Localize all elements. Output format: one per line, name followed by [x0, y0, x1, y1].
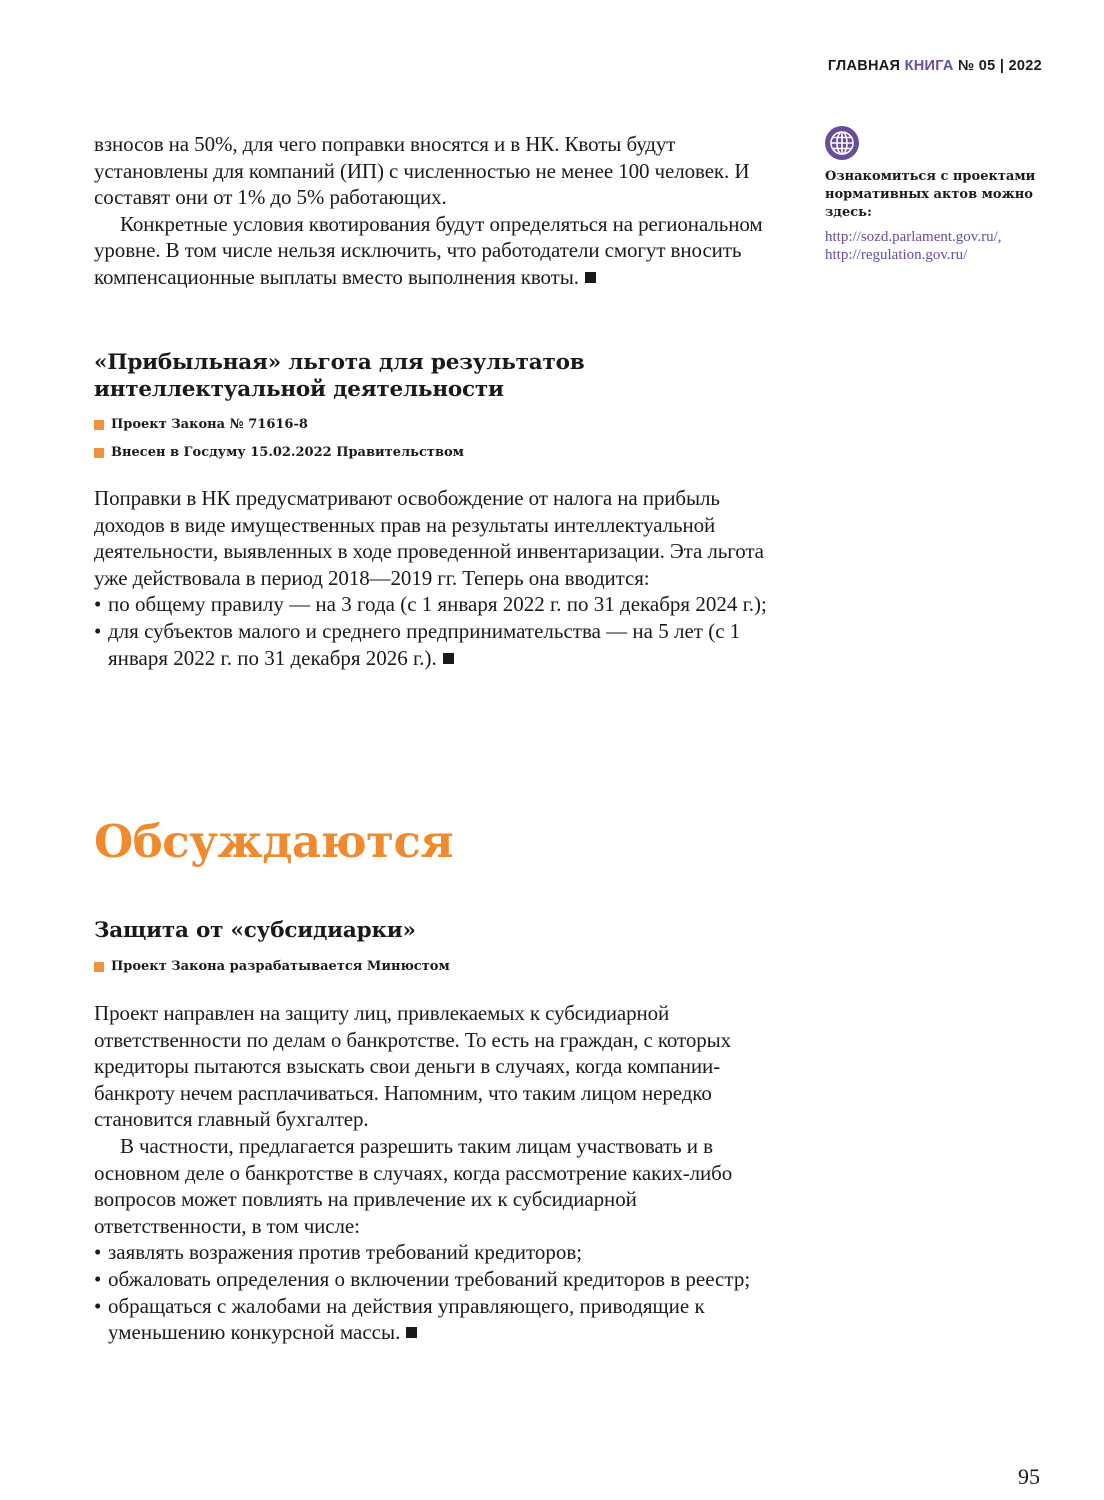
article-2-meta-1-text: Проект Закона разрабатывается Минюстом: [111, 959, 450, 974]
link-sozd[interactable]: http://sozd.parlament.gov.ru/,: [825, 229, 1002, 245]
article-1-bullet-list: [94, 591, 784, 671]
article-2-body: [94, 1000, 784, 1346]
list-item: [94, 1293, 784, 1346]
article-2-paragraph-1: Проект направлен на защиту лиц, привлекаемых к субсидиарной ответственности по делам о банкротстве. То есть на граждан, с которых кредиторы пытаются взыскать свои деньги в случаях, когда компании-банкроту нечем расплачиваться. Напомним, что таким лицом нередко становится главный бухгалтер.: [94, 1001, 732, 1132]
article-2-paragraph-2: В частности, предлагается разрешить таким лицам участвовать и в основном деле о банкротстве в случаях, когда рассмотрение каких-либо вопросов может повлиять на привлечение их к субсидиарной ответственности, в том числе:: [94, 1133, 733, 1238]
end-mark-icon: [406, 1327, 417, 1338]
orange-square-icon: [94, 962, 104, 972]
sidebar-note-text: Ознакомиться с проектами нормативных актов можно здесь:: [825, 169, 1036, 220]
intro-paragraph-2-text: Конкретные условия квотирования будут определяться на региональном уровне. В том числе нельзя исключить, что работодатели смогут вносить компенсационные выплаты вместо выполнения квоты.: [94, 211, 763, 289]
orange-square-icon: [94, 448, 104, 458]
list-item: [94, 618, 784, 671]
sidebar-note: [825, 126, 1055, 264]
link-regulation[interactable]: http://regulation.gov.ru/: [825, 247, 968, 263]
article-2-bullet-list: [94, 1239, 784, 1345]
article-2: [94, 917, 784, 975]
globe-icon: [825, 126, 859, 160]
intro-paragraph-1: взносов на 50%, для чего поправки вносятся и в НК. Квоты будут установлены для компаний (ИП) с численностью не менее 100 человек. И составят они от 1% до 5% работающих.: [94, 132, 750, 210]
end-mark-icon: [585, 272, 596, 283]
section-title: Обсуждаются: [94, 815, 454, 868]
orange-square-icon: [94, 420, 104, 430]
article-1-paragraph-1: Поправки в НК предусматривают освобождение от налога на прибыль доходов в виде имущественных прав на результаты интеллектуальной деятельности, выявленных в ходе проведенной инвентаризации. Эта льгота уже действовала в период 2018—2019 гг. Теперь она вводится:: [94, 486, 764, 590]
article-2-meta-1: [94, 959, 784, 975]
end-mark-icon: [443, 653, 454, 664]
list-item-text: для субъектов малого и среднего предпринимательства — на 5 лет (с 1 января 2022 г. по 31 декабря 2026 г.).: [108, 618, 741, 670]
brand-main: ГЛАВНАЯ: [827, 58, 901, 74]
article-1-meta-2-text: Внесен в Госдуму 15.02.2022 Правительством: [111, 445, 464, 460]
list-item-text: обращаться с жалобами на действия управляющего, приводящие к уменьшению конкурсной массы.: [108, 1293, 705, 1345]
article-1-meta-1: [94, 417, 784, 433]
list-item: • по общему правилу — на 3 года (с 1 января 2022 г. по 31 декабря 2024 г.);: [94, 591, 784, 618]
article-1-title: «Прибыльная» льгота для результатов интеллектуальной деятельности: [94, 350, 585, 402]
section-header: [94, 816, 784, 868]
page-number: 95: [1018, 1464, 1040, 1489]
list-item: • заявлять возражения против требований кредиторов;: [94, 1239, 784, 1266]
running-head: [828, 58, 1042, 74]
article-2-title: Защита от «субсидиарки»: [94, 918, 416, 943]
intro-paragraph-2: [94, 211, 784, 291]
brand-accent: КНИГА: [904, 58, 954, 74]
list-item: • обжаловать определения о включении требований кредиторов в реестр;: [94, 1266, 784, 1293]
issue-number: № 05 | 2022: [958, 58, 1042, 74]
article-1-meta-2: [94, 445, 784, 461]
article-1-meta-1-text: Проект Закона № 71616-8: [111, 417, 308, 432]
intro-block: [94, 131, 784, 291]
article-1-body: [94, 485, 784, 671]
article-1: [94, 349, 784, 461]
